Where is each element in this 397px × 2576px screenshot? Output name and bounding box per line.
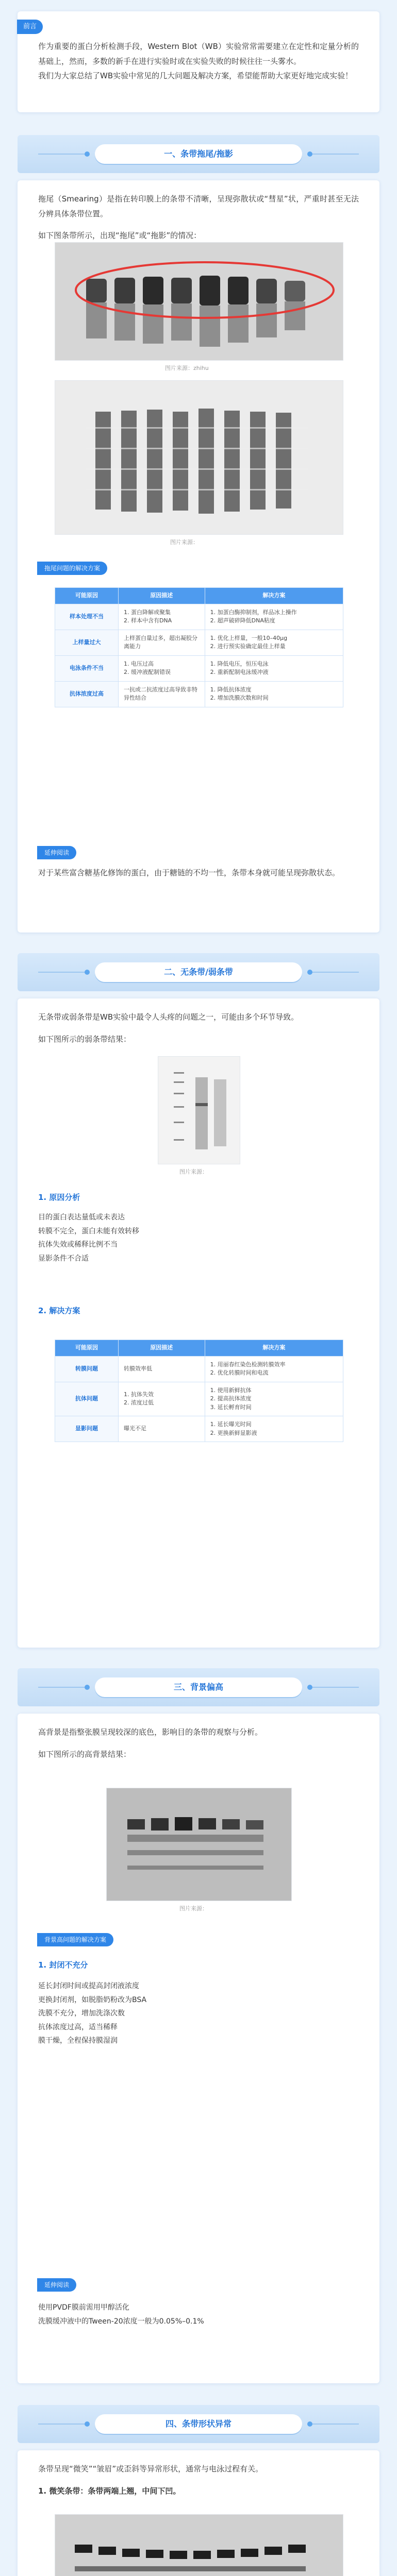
table-row: 上样量过大 上样蛋白量过多，超出凝胶分离能力 1. 优化上样量，一般10–40μg 2. 进行预实验确定最佳上样量 <box>55 630 343 655</box>
list-item: 膜干燥，全程保持膜湿润 <box>38 2037 118 2045</box>
gel-image-background <box>106 1788 292 1901</box>
caption-background: 图片来源： <box>179 1905 208 1912</box>
table-header: 可能原因 <box>55 588 119 604</box>
section3-list-title: 1. 封闭不充分 <box>38 1960 88 1970</box>
caption-weak: 图片来源： <box>179 1168 208 1175</box>
section3-ext-list <box>38 2301 358 2328</box>
intro-paragraph: 作为重要的蛋白分析检测手段，Western Blot（WB）实验常常需要建立在定性和定量分析的基础上，然而，多数的新手在进行实验时或在实验失败的时候往往一头雾水。 <box>38 42 359 66</box>
gel-image-weak <box>158 1056 240 1164</box>
section4-paragraph: 条带呈现“微笑”“皱眉”或歪斜等异常形状，通常与电泳过程有关。 <box>38 2464 263 2473</box>
section3-paragraph: 高背景是指整张膜呈现较深的底色，影响目的条带的观察与分析。 <box>38 1727 263 1737</box>
intro-paragraph-2: 我们为大家总结了WB实验中常见的几大问题及解决方案，希望能帮助大家更好地完成实验！ <box>38 71 353 80</box>
table-row: 转膜问题 转膜效率低 1. 用丽春红染色检测转膜效率 2. 优化转膜时间和电流 <box>55 1356 343 1382</box>
section-banner-1 <box>18 135 379 173</box>
table-header: 解决方案 <box>205 1340 343 1357</box>
table-row: 抗体浓度过高 一抗或二抗浓度过高导致非特异性结合 1. 降低抗体浓度 2. 增加洗膜次数和时间 <box>55 681 343 707</box>
caption-smear-b: 图片来源： <box>170 539 198 546</box>
section2-list <box>38 1211 358 1265</box>
list-item: 抗体失效或稀释比例不当 <box>38 1241 118 1249</box>
list-item: 目的蛋白表达量低或未表达 <box>38 1213 125 1222</box>
section1-paragraph: 拖尾（Smearing）是指在转印膜上的条带不清晰，呈现弥散状或“彗星”状，严重时甚至无法分辨具体条带位置。 <box>38 194 359 218</box>
table-row: 显影问题 曝光不足 1. 延长曝光时间 2. 更换新鲜显影液 <box>55 1416 343 1442</box>
section3-solutions-tag: 背景高问题的解决方案 <box>37 1932 113 1947</box>
list-item: 使用PVDF膜前需用甲醇活化 <box>38 2303 129 2312</box>
section3-figure-intro: 如下图所示的高背景结果： <box>38 1749 131 1759</box>
gel-image-smear-b <box>55 380 343 535</box>
section2-figure-intro: 如下图所示的弱条带结果： <box>38 1034 131 1044</box>
list-item: 转膜不完全，蛋白未能有效转移 <box>38 1227 139 1235</box>
section2-solution-table <box>55 1340 343 1442</box>
section2-paragraph: 无条带或弱条带是WB实验中最令人头疼的问题之一，可能由多个环节导致。 <box>38 1012 299 1022</box>
table-row: 电泳条件不当 1. 电压过高 2. 缓冲液配制错误 1. 降低电压，恒压电泳 2. 重新配制电泳缓冲液 <box>55 655 343 681</box>
gel-image-smile <box>55 2514 343 2576</box>
list-item: 更换封闭剂，如脱脂奶粉改为BSA <box>38 1995 147 2004</box>
list-item: 延长封闭时间或提高封闭液浓度 <box>38 1982 139 1990</box>
gel-image-smear <box>55 242 343 361</box>
section2-list-title: 1. 原因分析 <box>38 1193 80 1202</box>
list-item: 洗膜不充分，增加洗涤次数 <box>38 2009 125 2018</box>
table-row: 抗体问题 1. 抗体失效 2. 浓度过低 1. 使用新鲜抗体 2. 提高抗体浓度 3. 延长孵育时间 <box>55 1382 343 1416</box>
list-item: 显影条件不合适 <box>38 1254 89 1263</box>
table-row: 样本处理不当 1. 蛋白降解或聚集 2. 样本中含有DNA 1. 加蛋白酶抑制剂，样品冰上操作 2. 超声破碎降低DNA粘度 <box>55 604 343 630</box>
table-header: 可能原因 <box>55 1340 119 1357</box>
section-banner-3 <box>18 1668 379 1706</box>
section1-ext-tag: 延伸阅读 <box>37 845 76 860</box>
intro-card <box>18 11 379 112</box>
section4-item-a: 1. 微笑条带：条带两端上翘，中间下凹。 <box>38 2486 181 2496</box>
section-title-1: 一、条带拖尾/拖影 <box>95 144 302 164</box>
table-header: 原因描述 <box>118 1340 205 1357</box>
list-item: 抗体浓度过高，适当稀释 <box>38 2023 118 2031</box>
section-title-2: 二、无条带/弱条带 <box>95 962 302 982</box>
table-header: 解决方案 <box>205 588 343 604</box>
caption-smear-a: 图片来源：zhihu <box>165 365 209 371</box>
section-banner-4 <box>18 2405 379 2443</box>
section1-solution-table <box>55 587 343 707</box>
section1-figure-intro: 如下图条带所示，出现“拖尾”或“拖影”的情况： <box>38 231 202 240</box>
section3-ext-tag: 延伸阅读 <box>37 2277 76 2292</box>
table-header: 原因描述 <box>118 588 205 604</box>
section-banner-2 <box>18 953 379 991</box>
section-title-4: 四、条带形状异常 <box>95 2414 302 2434</box>
section3-list <box>38 1979 358 2048</box>
section1-ext-text: 对于某些富含糖基化修饰的蛋白，由于糖链的不均一性，条带本身就可能呈现弥散状态。 <box>38 868 340 877</box>
section-title-3: 三、背景偏高 <box>95 1677 302 1697</box>
section1-solutions-tag: 拖尾问题的解决方案 <box>37 561 107 575</box>
section2-detail-title: 2. 解决方案 <box>38 1306 80 1315</box>
intro-tag: 前言 <box>17 20 43 34</box>
list-item: 洗膜缓冲液中的Tween-20浓度一般为0.05%–0.1% <box>38 2317 204 2326</box>
